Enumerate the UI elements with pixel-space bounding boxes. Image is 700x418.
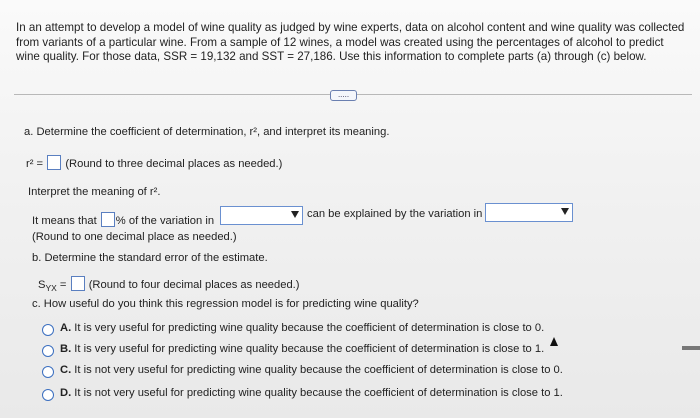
option-c-radio[interactable] [42, 366, 54, 378]
option-a-letter: A. [60, 322, 72, 334]
option-a-text: It is very useful for predicting wine quality because the coefficient of determination is close to 0. [74, 322, 545, 334]
syx-answer-box[interactable] [71, 276, 85, 291]
option-b-radio[interactable] [42, 345, 54, 357]
intro-line-1: In an attempt to develop a model of wine quality as judged by wine experts, data on alcohol content and wine quality was collected [16, 21, 685, 34]
variation-dropdown-1[interactable] [220, 206, 303, 225]
r2-answer-box[interactable] [47, 155, 61, 170]
intro-line-2: from variants of a particular wine. From a sample of 12 wines, a model was created using the percentages of alcohol to predict [16, 35, 664, 49]
expand-more-button[interactable]: ..... [330, 90, 357, 101]
percent-answer-box[interactable] [101, 212, 115, 227]
means-row [32, 212, 214, 227]
interpret-prompt: Interpret the meaning of r². [28, 186, 161, 198]
syx-label: S [38, 279, 46, 291]
r2-label: r² = [26, 158, 44, 170]
option-d-radio[interactable] [42, 389, 54, 401]
option-b[interactable] [60, 343, 544, 355]
part-c-heading: c. How useful do you think this regression model is for predicting wine quality? [32, 298, 419, 310]
variation-dropdown-2[interactable] [485, 203, 573, 222]
option-d[interactable] [60, 387, 563, 399]
part-b-heading: b. Determine the standard error of the estimate. [32, 252, 268, 264]
mouse-cursor-icon [550, 337, 558, 346]
one-decimal-note: (Round to one decimal place as needed.) [32, 231, 237, 243]
option-a-radio[interactable] [42, 324, 54, 336]
intro-line-3: wine quality. For those data, SSR = 19,132 and SST = 27,186. Use this information to complete parts (a) through (c) below. [16, 50, 647, 63]
option-b-text: It is very useful for predicting wine quality because the coefficient of determination is close to 1. [74, 343, 545, 355]
option-b-letter: B. [60, 343, 72, 355]
option-a[interactable] [60, 322, 544, 334]
r2-round-note: (Round to three decimal places as needed.) [65, 158, 283, 170]
syx-subscript: YX [45, 283, 57, 294]
chevron-down-icon [561, 208, 569, 215]
option-d-letter: D. [60, 387, 72, 399]
part-a-heading: a. Determine the coefficient of determination, r², and interpret its meaning. [24, 126, 390, 138]
means-prefix: It means that [32, 215, 97, 227]
option-c-letter: C. [60, 364, 72, 376]
syx-row [38, 276, 300, 293]
option-c[interactable] [60, 364, 563, 376]
side-scroll-marker [682, 346, 700, 350]
r2-row [26, 155, 282, 170]
option-c-text: It is not very useful for predicting wine quality because the coefficient of determination is close to 0. [74, 364, 563, 376]
means-mid2: can be explained by the variation in [307, 208, 483, 220]
syx-equals: = [59, 279, 67, 291]
option-d-text: It is not very useful for predicting wine quality because the coefficient of determination is close to 1. [74, 387, 563, 399]
chevron-down-icon [291, 211, 299, 218]
syx-round-note: (Round to four decimal places as needed.) [88, 279, 300, 291]
means-mid: % of the variation in [115, 215, 215, 227]
problem-statement [16, 21, 696, 65]
